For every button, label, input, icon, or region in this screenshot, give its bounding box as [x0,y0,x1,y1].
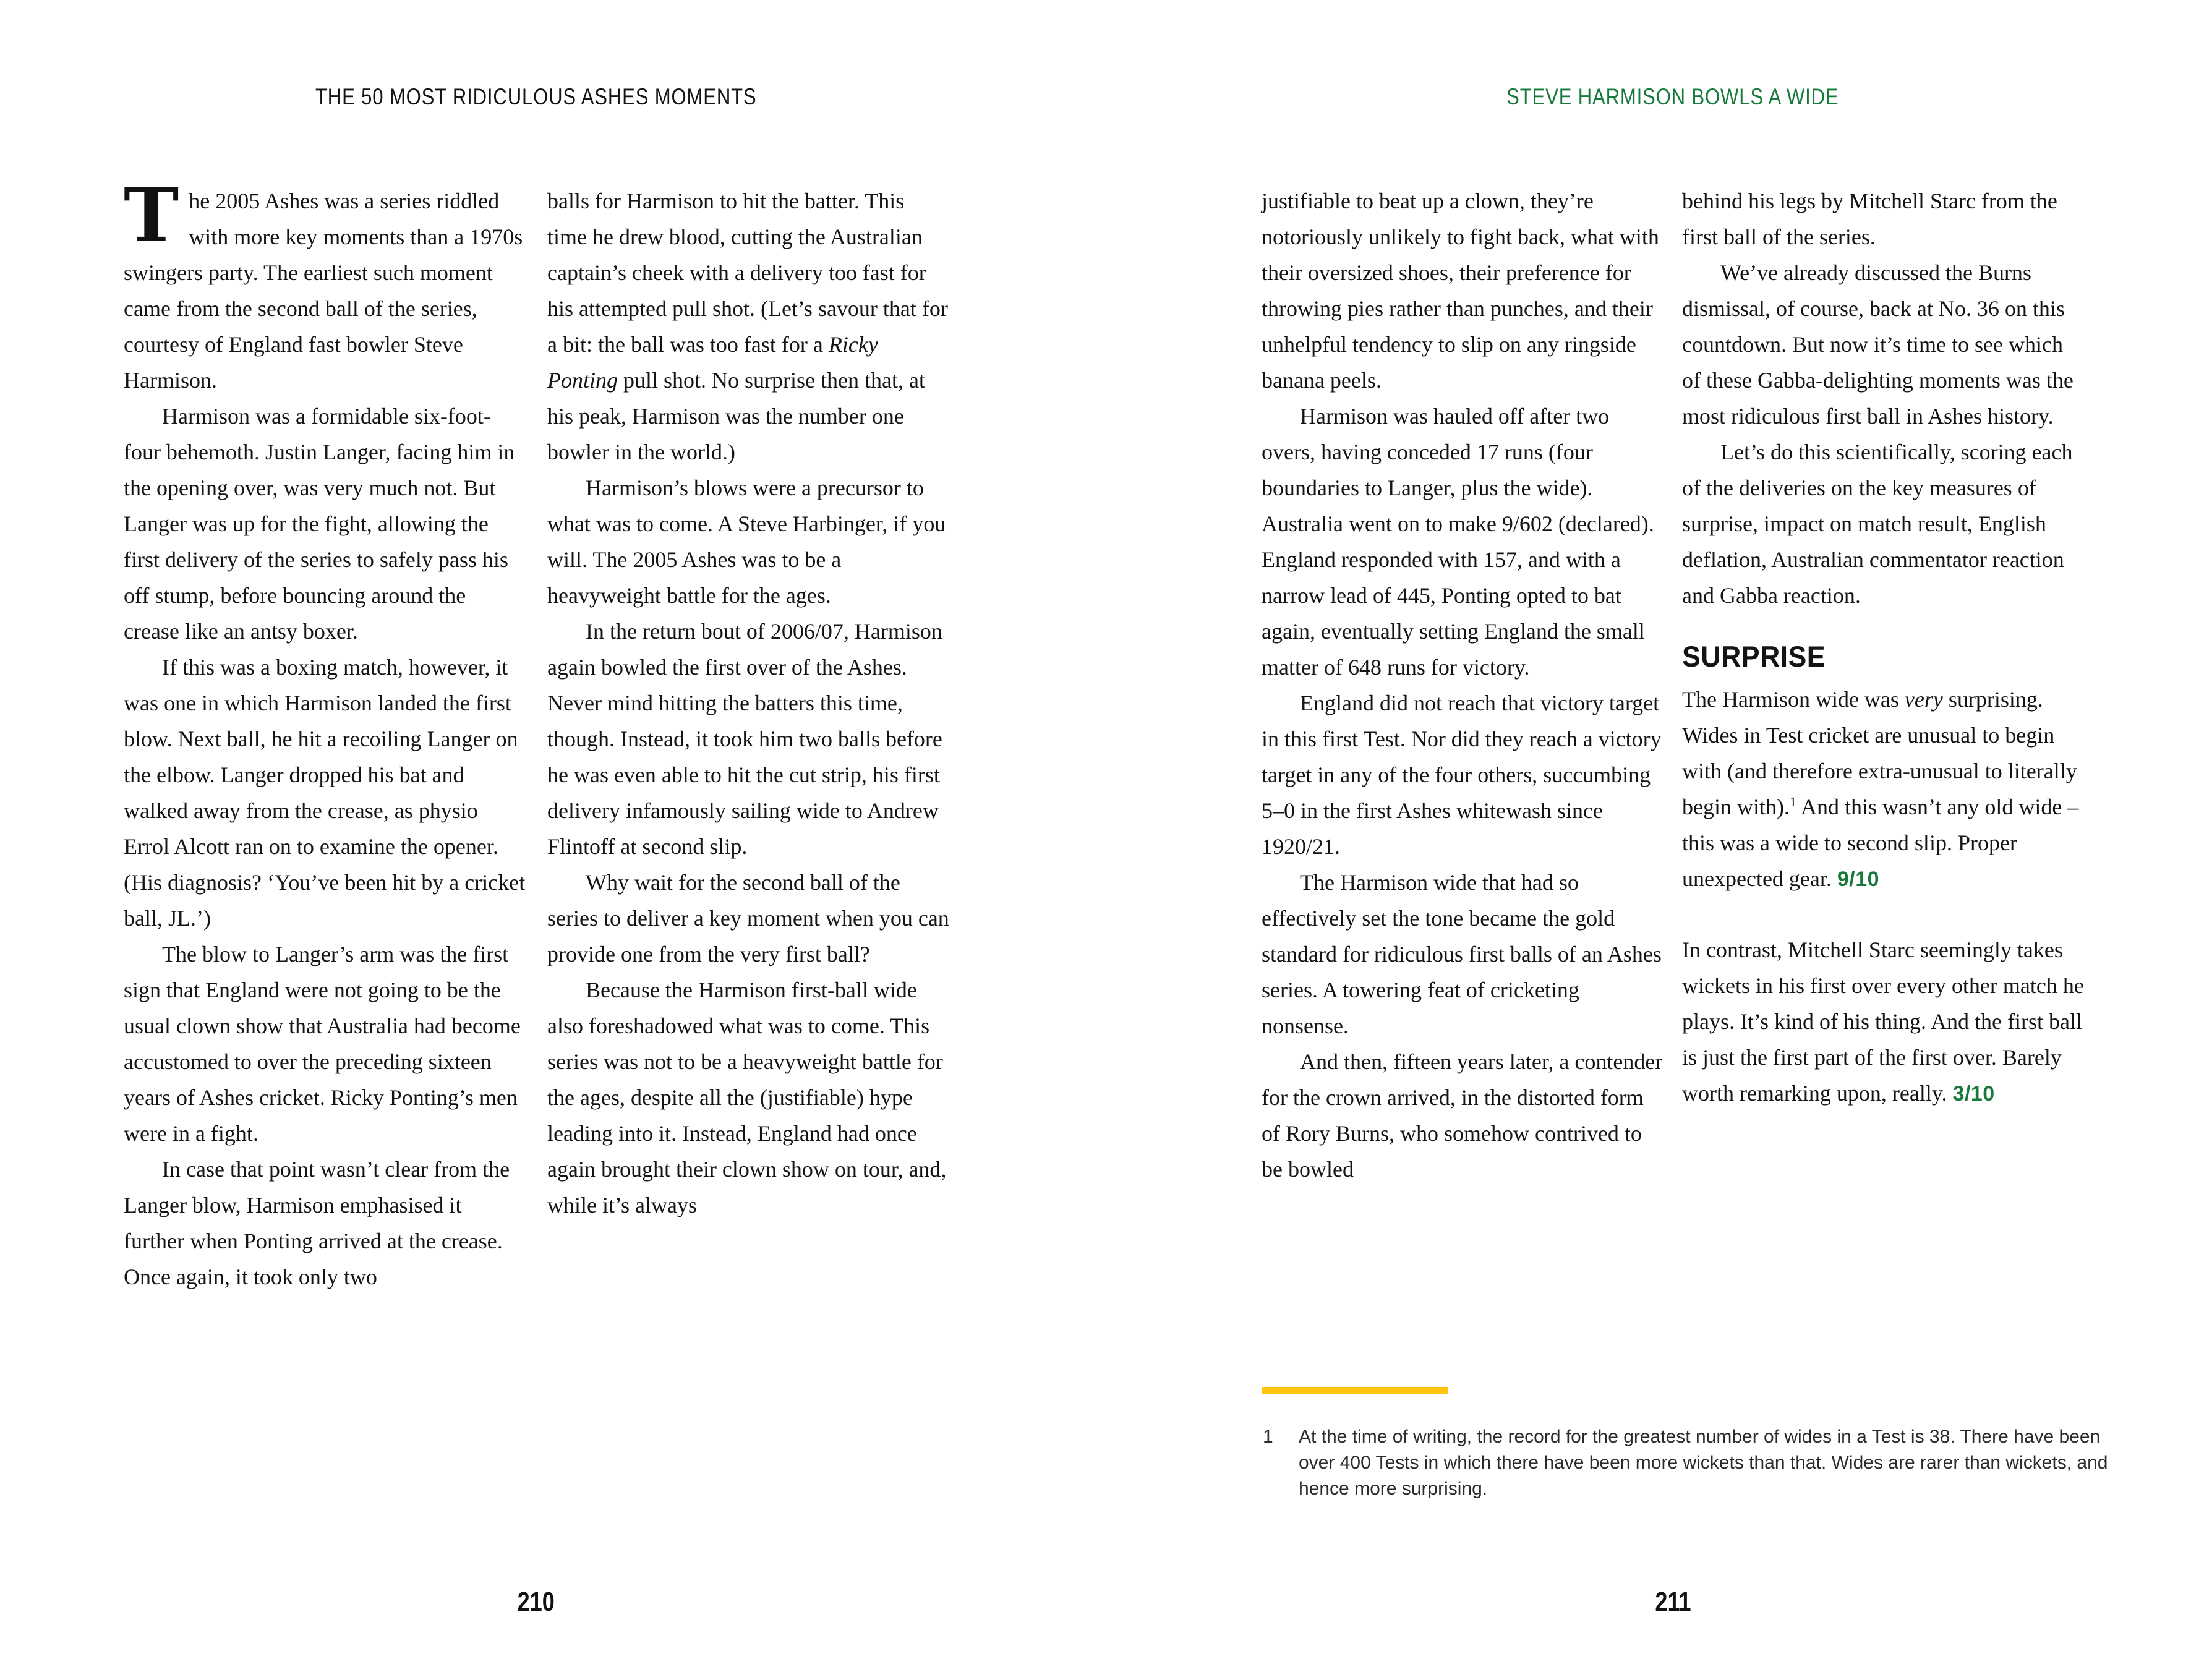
body-text: If this was a boxing match, however, it was one in which Harmison landed the first blow. Next ball, he hit a recoiling Langer on the elbow. Langer dropped his bat and walked away from the crease, as physio Errol Alcott ran on to examine the opener. (His diagnosis? ‘You’ve been hit by a cricket ball, JL.’) [124,655,526,931]
paragraph [1262,398,1664,685]
section-heading: SURPRISE [1682,640,1826,673]
body-text: justifiable to beat up a clown, they’re notoriously unlikely to fight back, what with their oversized shoes, their preference for throwing pies rather than punches, and their unhelpful tendency to slip on any ringside banana peels. [1262,189,1659,393]
paragraph [1262,685,1664,864]
body-text: In contrast, Mitchell Starc seemingly takes wickets in his first over every other match he plays. It’s kind of his thing. And the first ball is just the first part of the first over. Barely worth remarking upon, really. [1682,937,2084,1106]
score-badge: 9/10 [1837,868,1880,891]
body-text: Harmison was a formidable six-foot-four behemoth. Justin Langer, facing him in the opening over, was very much not. But Langer was up for the fight, allowing the first delivery of the series to safely pass his off stump, before bouncing around the crease like an antsy boxer. [124,404,515,644]
running-header-left [124,83,948,111]
footnote-divider-rule [1262,1387,1448,1394]
footnote-marker: 1 [1789,794,1796,809]
footnote [1262,1424,2115,1502]
left-page-column-2 [547,183,949,1223]
body-text: The blow to Langer’s arm was the first sign that England were not going to be the usual clown show that Australia had become accustomed to over the preceding sixteen years of Ashes cricket. Ricky Ponting’s men were in a fight. [124,942,521,1146]
body-text: The Harmison wide was [1682,687,1905,712]
body-text: Harmison’s blows were a precursor to what was to come. A Steve Harbinger, if you will. The 2005 Ashes was to be a heavyweight battle for the ages. [547,475,946,608]
paragraph [1682,681,2084,897]
footnote-text: At the time of writing, the record for the greatest number of wides in a Test is 38. There have been over 400 Tests in which there have been more wickets than that. Wides are rarer than wickets, and hence more surprising. [1299,1426,2108,1499]
paragraph [1682,932,2084,1112]
body-text: Because the Harmison first-ball wide also foreshadowed what was to come. This series was not to be a heavyweight battle for the ages, despite all the (justifiable) hype leading into it. Instead, England had once again brought their clown show on tour, and, while it’s always [547,978,947,1217]
body-text: balls for Harmison to hit the batter. This time he drew blood, cutting the Australian captain’s cheek with a delivery too fast for his attempted pull shot. (Let’s savour that for a bit: the ball was too fast for a [547,189,948,357]
paragraph [1262,183,1664,398]
paragraph [124,172,526,398]
body-text: And this wasn’t any old wide – this was a wide to second slip. Proper unexpected gear. [1682,795,2079,891]
running-header-right [1262,83,2084,111]
page-number-right [1262,1587,2084,1618]
score-badge: 3/10 [1952,1082,1995,1106]
body-text: And then, fifteen years later, a contender for the crown arrived, in the distorted form of Rory Burns, who somehow contrived to be bowled [1262,1049,1663,1182]
italic-text: Ricky Ponting [547,332,878,393]
right-page-column-2 [1682,183,2084,1112]
paragraph [124,398,526,649]
left-page-column-1 [124,172,526,1295]
running-header-right-text: STEVE HARMISON BOWLS A WIDE [1506,84,1839,109]
body-text: In case that point wasn’t clear from the Langer blow, Harmison emphasised it further when Ponting arrived at the crease. Once again, it took only two [124,1157,510,1289]
body-text: he 2005 Ashes was a series riddled with more key moments than a 1970s swingers party. The earliest such moment came from the second ball of the series, courtesy of England fast bowler Steve Harmison. [124,189,523,393]
body-text: behind his legs by Mitchell Starc from the first ball of the series. [1682,189,2057,249]
paragraph [124,649,526,936]
page-number-left-text: 210 [517,1587,555,1617]
paragraph [1262,864,1664,1044]
body-text: Harmison was hauled off after two overs, having conceded 17 runs (four boundaries to Langer, plus the wide). Australia went on to make 9/602 (declared). England responded with 157, and with a narrow lead of 445, Ponting opted to bat again, eventually setting England the small matter of 648 runs for victory. [1262,404,1654,680]
italic-text: very [1904,687,1943,712]
body-text: In the return bout of 2006/07, Harmison again bowled the first over of the Ashes. Never mind hitting the batters this time, though. Instead, it took him two balls before he was even able to hit the cut strip, his first delivery infamously sailing wide to Andrew Flintoff at second slip. [547,619,942,859]
paragraph-gap [1682,897,2084,932]
body-text: The Harmison wide that had so effectively set the tone became the gold standard for ridiculous first balls of an Ashes series. A towering feat of cricketing nonsense. [1262,870,1662,1038]
footnote-number: 1 [1263,1426,1273,1447]
paragraph [1682,434,2084,613]
running-header-left-text: THE 50 MOST RIDICULOUS ASHES MOMENTS [315,84,757,109]
body-text: surprising. Wides in Test cricket are unusual to begin with (and therefore extra-unusual to literally begin with). [1682,687,2077,819]
paragraph [1682,183,2084,255]
paragraph [124,1151,526,1295]
body-text: England did not reach that victory target in this first Test. Nor did they reach a victory target in any of the four others, succumbing 5–0 in the first Ashes whitewash since 1920/21. [1262,691,1662,859]
paragraph [547,613,949,864]
paragraph [1682,255,2084,434]
body-text: pull shot. No surprise then that, at his peak, Harmison was the number one bowler in the world.) [547,368,925,464]
page-number-right-text: 211 [1654,1587,1691,1617]
right-page-column-1 [1262,183,1664,1187]
drop-cap: T [124,172,179,259]
page-number-left [124,1587,948,1618]
body-text: Let’s do this scientifically, scoring each of the deliveries on the key measures of surprise, impact on match result, English deflation, Australian commentator reaction and Gabba reaction. [1682,440,2073,608]
body-text: We’ve already discussed the Burns dismissal, of course, back at No. 36 on this countdown. But now it’s time to see which of these Gabba-delighting moments was the most ridiculous first ball in Ashes history. [1682,260,2074,429]
paragraph [547,972,949,1223]
body-text: Why wait for the second ball of the series to deliver a key moment when you can provide one from the very first ball? [547,870,949,966]
paragraph [547,470,949,613]
paragraph [124,936,526,1151]
paragraph [547,864,949,972]
paragraph [547,183,949,470]
paragraph [1262,1044,1664,1187]
